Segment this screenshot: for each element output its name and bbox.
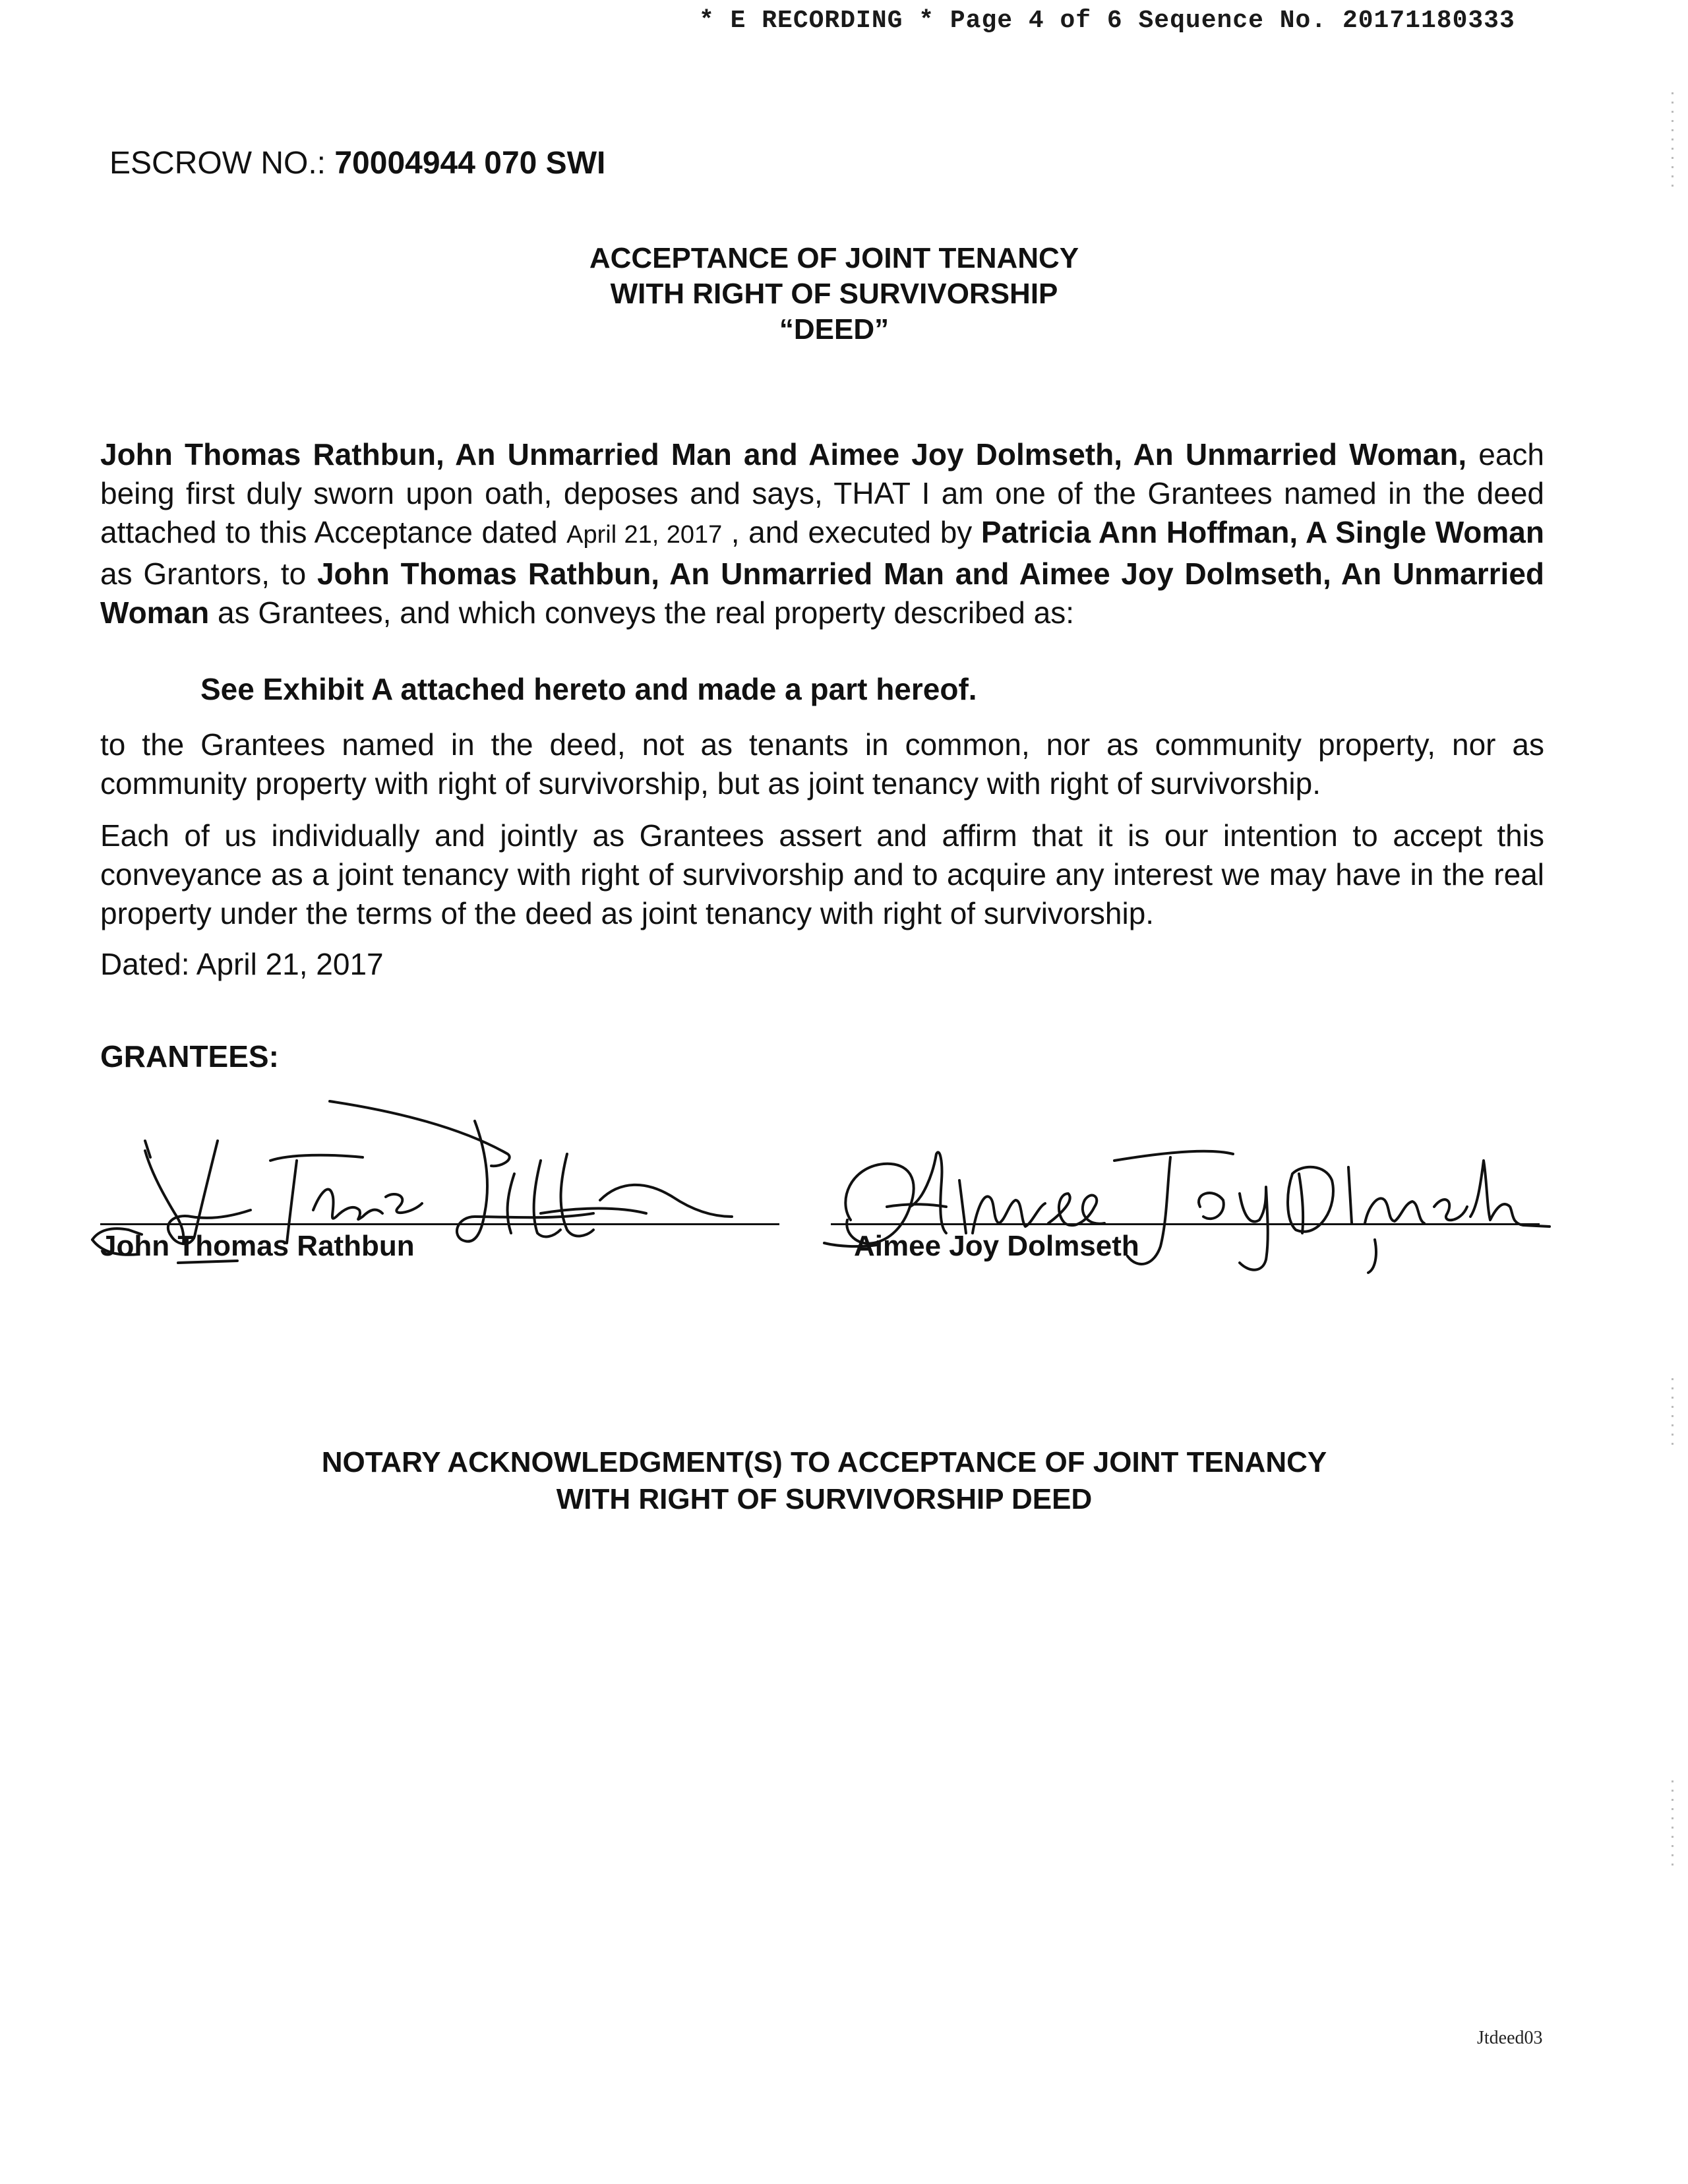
grantor-name: Patricia Ann Hoffman, A Single Woman [980, 515, 1544, 549]
form-code: Jtdeed03 [1477, 2028, 1543, 2048]
signer-name-1: John Thomas Rathbun [100, 1230, 415, 1262]
paragraph-affirmation: Each of us individually and jointly as Grantees assert and affirm that it is our intention to accept this conveyance as a joint tenancy with right of survivorship and to acquire any interest we may have in the real property under the terms of the deed as joint tenancy with right of survivorship. [100, 818, 1544, 930]
recording-stamp: * E RECORDING * Page 4 of 6 Sequence No. 20171180333 [699, 7, 1515, 35]
escrow-number: 70004944 070 SWI [334, 146, 606, 181]
signer-name-2: Aimee Joy Dolmseth [854, 1230, 1139, 1262]
paragraph1-text-3: as Grantors, to [100, 557, 317, 591]
notary-line-1: NOTARY ACKNOWLEDGMENT(S) TO ACCEPTANCE OF JOINT TENANCY [321, 1446, 1327, 1478]
notary-heading [0, 1444, 1648, 1518]
exhibit-reference: See Exhibit A attached hereto and made a part hereof. [200, 672, 977, 706]
paragraph1-text-1: each being first duly sworn upon oath, deposes and says, THAT I am one of the Grantees named in the deed attached to this Acceptance dated [100, 437, 1545, 549]
deed-date: April 21, 2017 [566, 521, 723, 549]
signature-line-2 [831, 1223, 1540, 1225]
scan-artifact [1672, 92, 1673, 191]
grantees-label: GRANTEES: [100, 1039, 279, 1074]
grantees-names: John Thomas Rathbun, An Unmarried Man and Aimee Joy Dolmseth, An Unmarried Woman, [100, 437, 1467, 471]
escrow-line [109, 145, 605, 181]
dated-line: Dated: April 21, 2017 [100, 947, 384, 981]
paragraph1-text-2: , and executed by [722, 515, 981, 549]
escrow-label: ESCROW NO.: [109, 146, 326, 181]
title-line-1: ACCEPTANCE OF JOINT TENANCY [589, 242, 1079, 274]
notary-line-2: WITH RIGHT OF SURVIVORSHIP DEED [556, 1483, 1093, 1515]
title-line-2: WITH RIGHT OF SURVIVORSHIP [610, 278, 1058, 310]
scan-artifact [1672, 1378, 1673, 1451]
document-title [0, 241, 1668, 348]
paragraph-tenancy: to the Grantees named in the deed, not as tenants in common, nor as community property, nor as community property with right of survivorship, but as joint tenancy with right of survivorship. [100, 727, 1544, 801]
paragraph-grantees [100, 435, 1544, 632]
signature-line-1 [100, 1223, 779, 1225]
grantees-names-2: John Thomas Rathbun, An Unmarried Man and Aimee Joy Dolmseth, An Unmarried Woman [100, 557, 1545, 630]
scan-artifact [1672, 1780, 1673, 1866]
title-line-3: “DEED” [779, 313, 889, 346]
paragraph1-text-4: as Grantees, and which conveys the real property described as: [209, 595, 1074, 630]
